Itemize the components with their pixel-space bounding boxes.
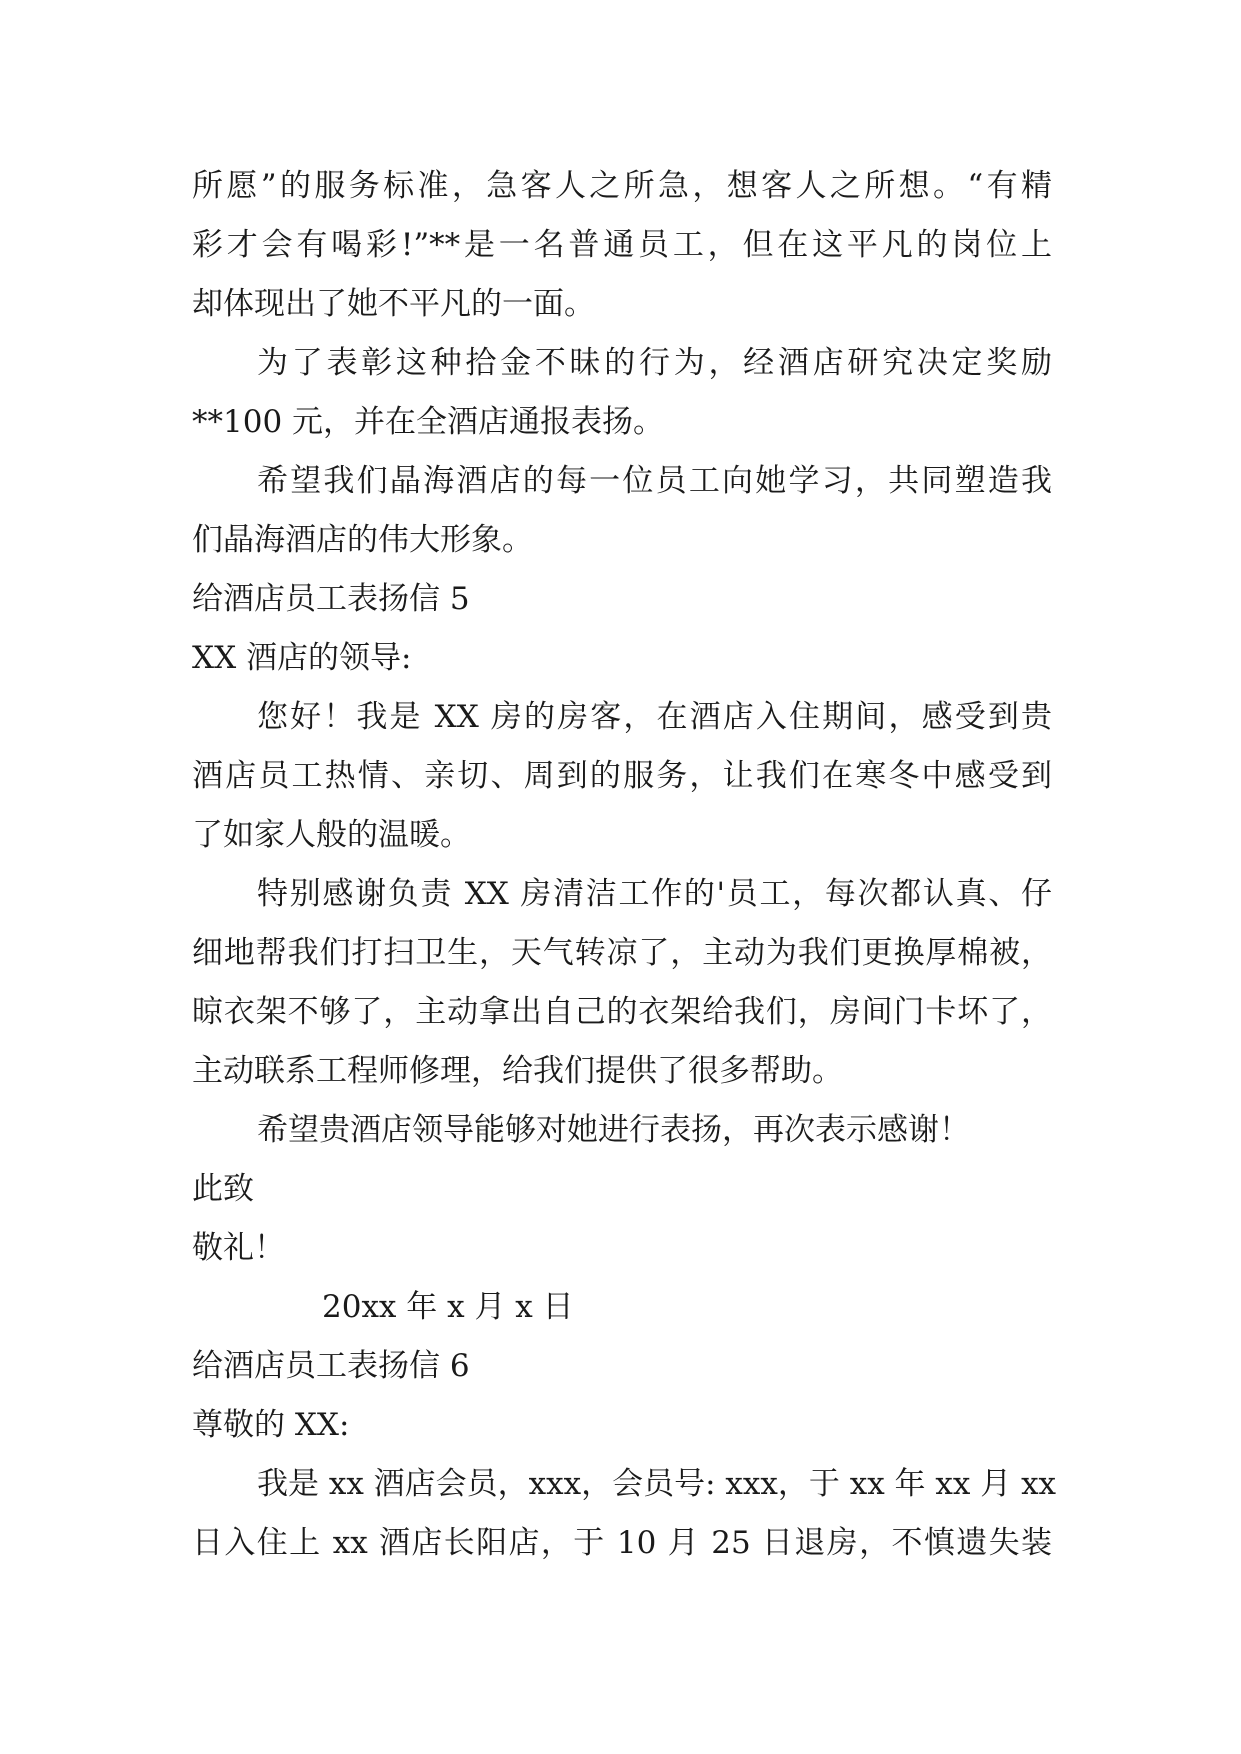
paragraph-line: 细地帮我们打扫卫生，天气转凉了，主动为我们更换厚棉被，	[192, 935, 1052, 971]
closing-line: 此致	[192, 1171, 254, 1207]
paragraph-line: 了如家人般的温暖。	[192, 817, 471, 853]
salutation: XX 酒店的领导:	[192, 640, 412, 676]
letter-date: 20xx 年 x 月 x 日	[322, 1289, 574, 1325]
paragraph-line: **100 元，并在全酒店通报表扬。	[192, 404, 665, 440]
paragraph-line: 们晶海酒店的伟大形象。	[192, 522, 533, 558]
letter-heading: 给酒店员工表扬信 6	[192, 1348, 470, 1384]
paragraph-line: 主动联系工程师修理，给我们提供了很多帮助。	[192, 1053, 843, 1089]
paragraph-line: 我是 xx 酒店会员，xxx，会员号: xxx，于 xx 年 xx 月 xx	[257, 1466, 1057, 1502]
paragraph-line: 却体现出了她不平凡的一面。	[192, 286, 595, 322]
paragraph-line: 特别感谢负责 XX 房清洁工作的'员工，每次都认真、仔	[257, 876, 1052, 912]
salutation: 尊敬的 XX:	[192, 1407, 350, 1443]
paragraph-line: 您好！我是 XX 房的房客，在酒店入住期间，感受到贵	[257, 699, 1052, 735]
letter-heading: 给酒店员工表扬信 5	[192, 581, 470, 617]
closing-line: 敬礼！	[192, 1230, 285, 1266]
paragraph-line: 希望我们晶海酒店的每一位员工向她学习，共同塑造我	[257, 463, 1052, 499]
paragraph-line: 希望贵酒店领导能够对她进行表扬，再次表示感谢！	[257, 1112, 970, 1148]
paragraph-line: 所愿”的服务标准，急客人之所急，想客人之所想。“有精	[192, 168, 1052, 204]
paragraph-line: 日入住上 xx 酒店长阳店，于 10 月 25 日退房，不慎遗失装	[192, 1525, 1052, 1561]
paragraph-line: 晾衣架不够了，主动拿出自己的衣架给我们，房间门卡坏了，	[192, 994, 1052, 1030]
paragraph-line: 为了表彰这种拾金不昧的行为，经酒店研究决定奖励	[257, 345, 1052, 381]
paragraph-line: 酒店员工热情、亲切、周到的服务，让我们在寒冬中感受到	[192, 758, 1052, 794]
paragraph-line: 彩才会有喝彩!”**是一名普通员工，但在这平凡的岗位上	[192, 227, 1052, 263]
